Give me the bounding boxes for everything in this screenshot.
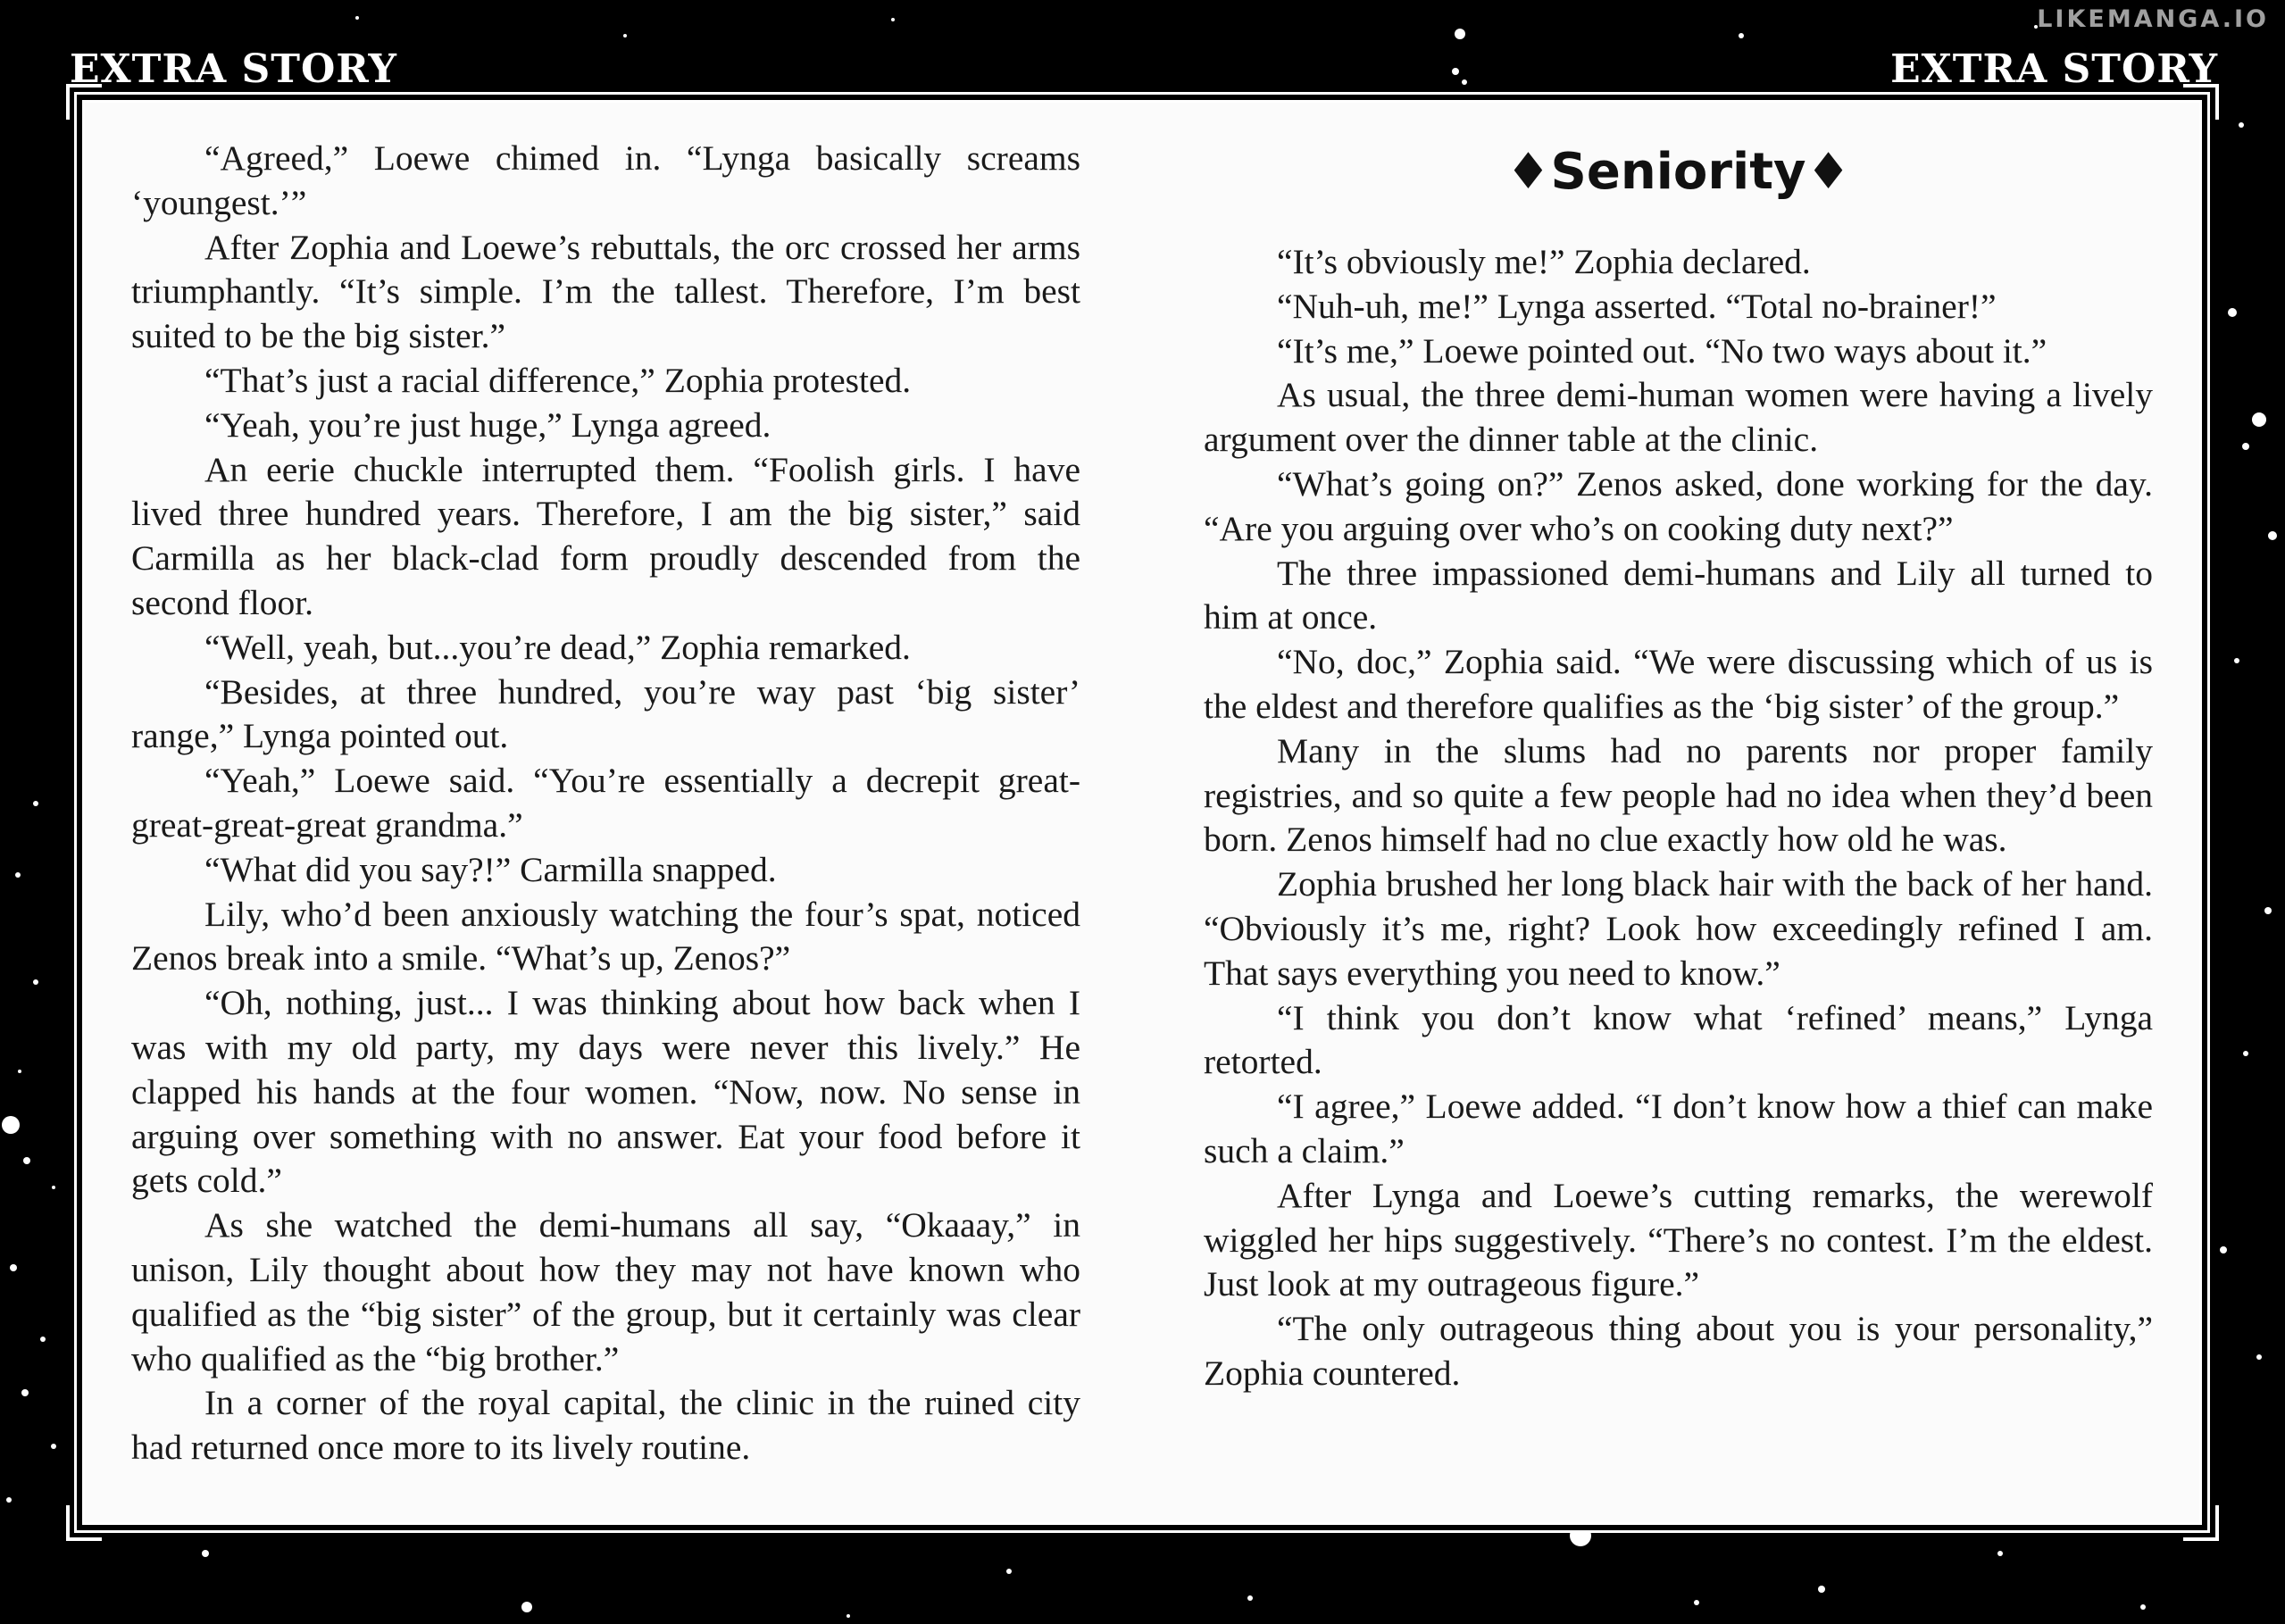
- story-title: ♦Seniority♦: [1505, 143, 1851, 201]
- paragraph: In a corner of the royal capital, the clinic in the ruined city had returned once more to its lively routine.: [131, 1383, 1080, 1468]
- paragraph: Zophia brushed her long black hair with the back of her hand. “Obviously it’s me, right? Look how exceedingly refined I am. That says everything you need to know.”: [1204, 864, 2153, 993]
- page-header-left: EXTRA STORY: [70, 46, 397, 92]
- right-page-text: [1204, 240, 2153, 1396]
- paragraph: “Nuh-uh, me!” Lynga asserted. “Total no-brainer!”: [1277, 286, 1997, 326]
- paragraph: “Agreed,” Loewe chimed in. “Lynga basically screams ‘youngest.’”: [131, 138, 1080, 222]
- paragraph: Lily, who’d been anxiously watching the four’s spat, noticed Zenos break into a smile. “What’s up, Zenos?”: [131, 894, 1080, 979]
- paragraph: “That’s just a racial difference,” Zophia protested.: [204, 360, 912, 400]
- paragraph: “Well, yeah, but...you’re dead,” Zophia remarked.: [204, 627, 911, 667]
- paragraph: “No, doc,” Zophia said. “We were discussing which of us is the eldest and therefore qualifies as the ‘big sister’ of the group.”: [1204, 642, 2153, 726]
- paragraph: “Besides, at three hundred, you’re way past ‘big sister’ range,” Lynga pointed out.: [131, 671, 1080, 756]
- paragraph: “It’s obviously me!” Zophia declared.: [1277, 242, 1811, 281]
- paragraph: “Yeah, you’re just huge,” Lynga agreed.: [204, 404, 771, 445]
- paragraph: “Yeah,” Loewe said. “You’re essentially a decrepit great-great-great-great grandma.”: [131, 761, 1080, 845]
- page-header-right: EXTRA STORY: [1890, 46, 2218, 92]
- paragraph: “Oh, nothing, just... I was thinking about how back when I was with my old party, my days were never this lively.” He clapped his hands at the four women. “Now, now. No sense in arguing over something with no answer. Eat your food before it gets cold.”: [131, 983, 1080, 1201]
- paragraph: “It’s me,” Loewe pointed out. “No two ways about it.”: [1277, 330, 2047, 371]
- paragraph: “What’s going on?” Zenos asked, done working for the day. “Are you arguing over who’s on cooking duty next?”: [1204, 463, 2153, 548]
- paragraph: After Zophia and Loewe’s rebuttals, the orc crossed her arms triumphantly. “It’s simple. I’m the tallest. Therefore, I’m best suited to be the big sister.”: [131, 227, 1080, 356]
- paragraph: An eerie chuckle interrupted them. “Foolish girls. I have lived three hundred years. Therefore, I am the big sister,” said Carmilla as her black-clad form proudly descended from the second floor.: [131, 449, 1080, 622]
- paragraph: “What did you say?!” Carmilla snapped.: [204, 849, 777, 889]
- site-watermark: LIKEMANGA.IO: [2037, 5, 2269, 33]
- paragraph: “The only outrageous thing about you is your personality,” Zophia countered.: [1204, 1309, 2153, 1393]
- paragraph: “I think you don’t know what ‘refined’ means,” Lynga retorted.: [1204, 997, 2153, 1082]
- paragraph: Many in the slums had no parents nor proper family registries, and so quite a few people had no idea when they’d been born. Zenos himself had no clue exactly how old he was.: [1204, 730, 2153, 860]
- paragraph: “I agree,” Loewe added. “I don’t know how a thief can make such a claim.”: [1204, 1087, 2153, 1170]
- paragraph: As she watched the demi-humans all say, “Okaaay,” in unison, Lily thought about how they may not have known who qualified as the “big sister” of the group, but it certainly was clear who qualified as the “big brother.”: [131, 1205, 1080, 1378]
- left-page-text: [131, 137, 1080, 1470]
- paragraph: As usual, the three demi-human women were having a lively argument over the dinner table at the clinic.: [1204, 375, 2153, 460]
- paragraph: After Lynga and Loewe’s cutting remarks, the werewolf wiggled her hips suggestively. “There’s no contest. I’m the eldest. Just look at my outrageous figure.”: [1204, 1175, 2153, 1304]
- paragraph: The three impassioned demi-humans and Lily all turned to him at once.: [1204, 553, 2153, 637]
